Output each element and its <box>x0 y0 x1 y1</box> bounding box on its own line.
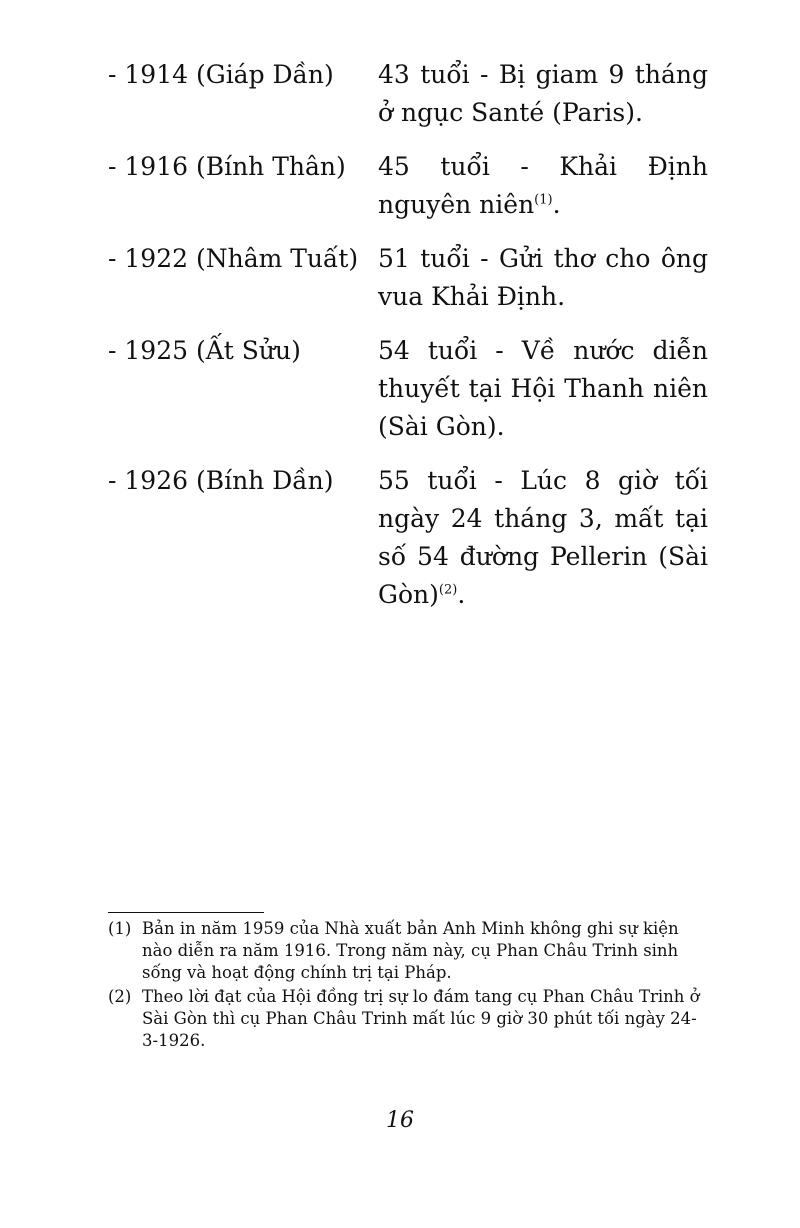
footnote-ref[interactable]: (2) <box>438 582 458 598</box>
chronology-entry-1925 <box>108 332 708 446</box>
chronology-entry-1914 <box>108 56 708 132</box>
entry-text: 55 tuổi - Lúc 8 giờ tối ngày 24 tháng 3, mất tại số 54 đường Pellerin (Sài Gòn) <box>378 466 708 609</box>
entry-year: - 1916 (Bính Thân) <box>108 152 346 181</box>
entry-description <box>378 240 708 316</box>
entry-description <box>378 56 708 132</box>
entry-description <box>378 332 708 446</box>
footnote-text: Theo lời đạt của Hội đồng trị sự lo đám tang cụ Phan Châu Trinh ở Sài Gòn thì cụ Phan Châu Trinh mất lúc 9 giờ 30 phút tối ngày 24-3-1926. <box>142 987 700 1050</box>
entry-punct: . <box>552 190 561 219</box>
footnote-2 <box>108 986 708 1052</box>
entry-year: - 1914 (Giáp Dần) <box>108 60 334 89</box>
footnote-mark: (1) <box>108 919 132 938</box>
footnote-ref[interactable]: (1) <box>534 192 553 208</box>
entry-year: - 1926 (Bính Dần) <box>108 466 334 495</box>
page-number: 16 <box>386 1108 414 1133</box>
chronology-entry-1922 <box>108 240 708 316</box>
footnote-mark: (2) <box>108 987 132 1006</box>
footnote-1 <box>108 918 708 984</box>
footnotes <box>108 918 708 1054</box>
chronology-list <box>108 56 708 630</box>
entry-year: - 1925 (Ất Sửu) <box>108 336 301 365</box>
footnote-text: Bản in năm 1959 của Nhà xuất bản Anh Minh không ghi sự kiện nào diễn ra năm 1916. Trong năm này, cụ Phan Châu Trinh sinh sống và hoạt động chính trị tại Pháp. <box>142 919 679 982</box>
entry-text: 45 tuổi - Khải Định nguyên niên <box>378 152 708 219</box>
entry-text: 43 tuổi - Bị giam 9 tháng ở ngục Santé (Paris). <box>378 60 708 127</box>
entry-description <box>378 148 708 224</box>
entry-punct: . <box>457 580 466 609</box>
entry-description <box>378 462 708 614</box>
chronology-entry-1916 <box>108 148 708 224</box>
entry-text: 51 tuổi - Gửi thơ cho ông vua Khải Định. <box>378 244 708 311</box>
footnote-divider <box>108 912 264 913</box>
entry-text: 54 tuổi - Về nước diễn thuyết tại Hội Thanh niên (Sài Gòn). <box>378 336 708 441</box>
entry-year: - 1922 (Nhâm Tuất) <box>108 244 359 273</box>
chronology-entry-1926 <box>108 462 708 614</box>
